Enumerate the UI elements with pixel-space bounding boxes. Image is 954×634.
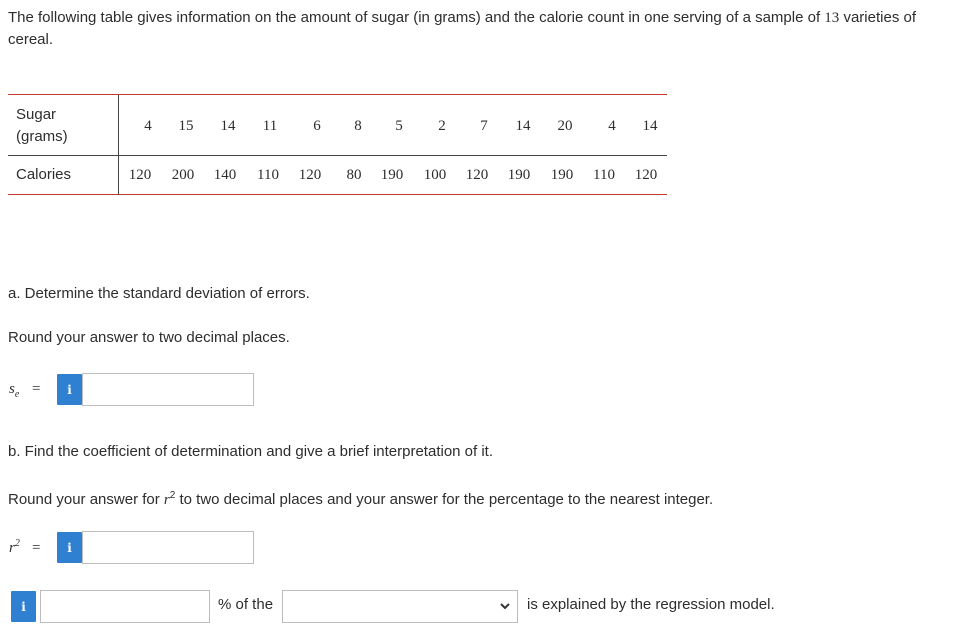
part-b-question: b. Find the coefficient of determination and give a brief interpretation of it. [8,443,494,460]
table-row-sugar [8,95,667,156]
calories-cell: 200 [171,167,195,183]
explained-text: is explained by the regression model. [527,596,775,613]
calories-cell: 100 [423,167,447,183]
part-a-question: a. Determine the standard deviation of errors. [8,285,310,302]
part-b-instruction: Round your answer for $r^2$ to two decimal places and your answer for the percentage to the nearest integer. [8,490,714,508]
info-icon[interactable]: i [11,591,36,622]
sample-size: 13 [824,10,840,26]
calories-cell: 120 [128,167,152,183]
chevron-down-icon [499,600,511,612]
calories-cell: 120 [298,167,322,183]
sugar-cell: 2 [438,118,446,134]
data-table [8,94,667,195]
intro-text: The following table gives information on the amount of sugar (in grams) and the calorie count in one serving of a sample of 13 varieties of cereal. [8,9,916,48]
table-row-calories [8,156,667,195]
se-equals: = [32,381,41,397]
row-label-sugar: Sugar (grams) [16,106,68,145]
calories-cell: 110 [257,167,279,183]
calories-cell: 80 [346,167,362,183]
sugar-cell: 20 [557,118,573,134]
part-a-instruction: Round your answer to two decimal places. [8,329,290,346]
se-label: $s_e$ [9,381,20,400]
calories-cell: 110 [593,167,615,183]
percent-of-the-text: % of the [218,596,274,613]
sugar-cell: 8 [354,118,362,134]
calories-cell: 120 [634,167,658,183]
calories-cell: 190 [380,167,404,183]
row-label-calories: Calories [16,166,72,183]
sugar-cell: 7 [480,118,488,134]
percent-input[interactable] [40,590,210,623]
sugar-cell: 5 [395,118,403,134]
sugar-cell: 4 [144,118,152,134]
sugar-cell: 11 [262,118,278,134]
info-icon[interactable]: i [57,532,82,563]
sugar-cell: 6 [313,118,321,134]
sugar-cell: 4 [608,118,616,134]
r2-equals: = [32,540,41,556]
calories-cell: 140 [213,167,237,183]
calories-cell: 120 [465,167,489,183]
sugar-cell: 14 [515,118,531,134]
variation-select[interactable] [282,590,518,623]
calories-cell: 190 [507,167,531,183]
calories-cell: 190 [550,167,574,183]
se-input[interactable] [82,373,254,406]
r2-input[interactable] [82,531,254,564]
info-icon[interactable]: i [57,374,82,405]
sugar-cell: 15 [178,118,194,134]
sugar-cell: 14 [642,118,658,134]
r2-label: $r^2$ [9,538,20,556]
sugar-cell: 14 [220,118,236,134]
